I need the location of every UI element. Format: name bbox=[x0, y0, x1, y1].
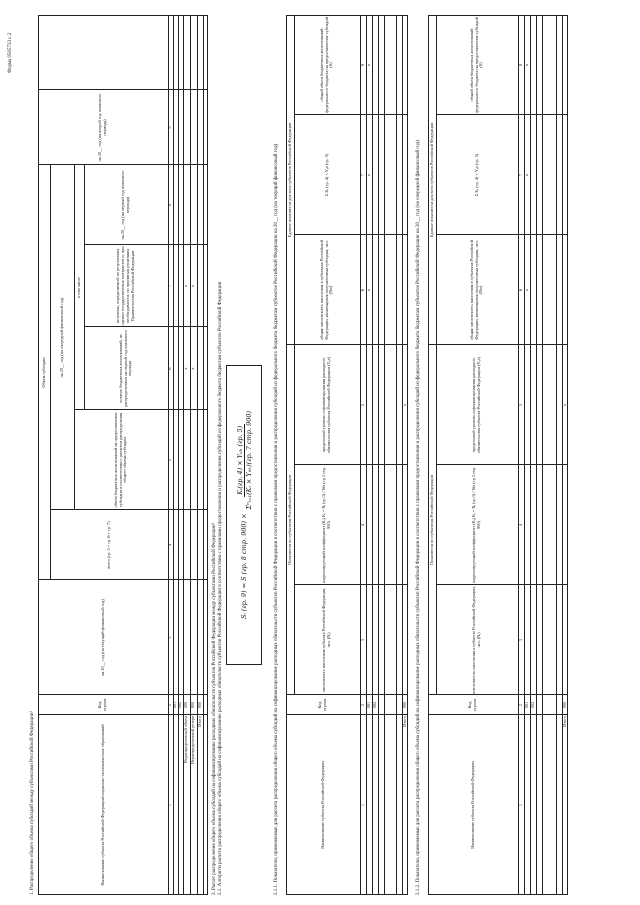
section2-subtitle: 2.1. Алгоритм расчета распределения общего объема субсидий на софинансирование расходных обязательств субъектов Российской Федерации в соответствии с правилами предоставления и распределения субсидий из федерального бюджета бюджетам субъектов Российской Федерации bbox=[218, 281, 223, 895]
s3-num-2: 2 bbox=[359, 703, 365, 707]
s3-x-mark: x bbox=[401, 403, 407, 407]
s3-total-label: Итого bbox=[401, 716, 407, 727]
s3-x-mark: x bbox=[365, 288, 371, 292]
s4-num-8: 8 bbox=[517, 63, 523, 67]
s1-col-all: всего (гр. 5 + гр. 6 + гр. 7) bbox=[105, 521, 111, 569]
s1-col-incl: в том числе bbox=[75, 276, 81, 299]
s3-c4: корректирующий коэффициент (Kᵢ) Kᵢ = Nᵢ (гр.3) / Nₘ (гр.3 стр. 900) bbox=[321, 466, 331, 584]
s1-row-code: 001 bbox=[172, 701, 178, 709]
section1-title: 1. Распределение общего объема субсидий между субъектами Российской Федерации¹ bbox=[30, 711, 35, 895]
s4-c6: общая численность населения в субъектах Российской Федерации, являющихся получателями субсидии, чел. (Nₘ) bbox=[468, 240, 484, 340]
s1-num-2: 2 bbox=[167, 703, 173, 707]
s1-row-code: 002 bbox=[177, 701, 183, 709]
s1-col-c5: объем бюджетных ассигнований на предоставление субсидии в соответствии с расчетом распределения общего объема субсидии bbox=[112, 412, 128, 508]
s4-num-6: 6 bbox=[517, 288, 523, 292]
formula-lhs: Sᵢ (гр. 9) = S (гр. 8 стр. 900) × bbox=[240, 513, 248, 620]
s1-total-code: 800 bbox=[190, 701, 196, 709]
s1-col-code: Код строки bbox=[97, 698, 107, 712]
s4-c3: численность населения в субъекте Российской Федерации, чел. (Nᵢ) bbox=[471, 586, 481, 694]
s1-num-7: 7 bbox=[167, 284, 173, 288]
s4-num-2: 2 bbox=[517, 703, 523, 707]
s1-col-c6: остаток бюджетных ассигнований, не распределенных на первый год планового периода bbox=[117, 330, 133, 407]
s1-col-year-header: на 20__ год (на очередной финансовый год) bbox=[58, 297, 64, 378]
s1-num-6: 6 bbox=[167, 367, 173, 370]
s1-x-mark: x bbox=[183, 284, 189, 288]
s3-row-code: 002 bbox=[371, 701, 377, 709]
s1-num-3: 3 bbox=[167, 636, 173, 639]
s1-col-total-label: Объем субсидии bbox=[40, 357, 46, 388]
s1-col-name: Наименование субъекта Российской Федерации/социально-экономических образований bbox=[99, 724, 105, 886]
section2-title: 2. Расчет распределения общего объема субсидий на софинансирование расходных обязательств субъектов Российской Федерации между субъектами Российской Федерации¹ bbox=[212, 522, 217, 895]
s1-total-label: Нераспределенный объем bbox=[183, 716, 189, 764]
s3-total-code: 900 bbox=[401, 701, 407, 709]
s4-c7: Σ Kᵢ (гр. 4) × Yᵢᵢₕ (гр. 5) bbox=[473, 153, 479, 197]
s4-total-code: 900 bbox=[561, 701, 567, 709]
s3-x-mark: x bbox=[365, 173, 371, 177]
s4-c4: корректирующий коэффициент (Kᵢ) Kᵢ = Nᵢ (гр.3) / Nₘ (гр.3 стр. 900) bbox=[471, 466, 481, 584]
s4-group2-header: Единые показатели для всех субъектов Российской Федерации bbox=[428, 122, 434, 238]
s1-total-code: 200 bbox=[183, 701, 189, 709]
s1-num-9: 9 bbox=[167, 126, 173, 129]
s3-num-4: 4 bbox=[359, 523, 365, 527]
s4-row-code: 002 bbox=[529, 701, 535, 709]
s4-x-mark: x bbox=[561, 403, 567, 407]
s4-total-label: Итого bbox=[561, 716, 567, 727]
s1-col-c8: на 20__ год (на первый год планового периода) bbox=[120, 170, 130, 240]
s3-row-code: 001 bbox=[365, 701, 371, 709]
s4-x-mark: x bbox=[523, 288, 529, 292]
s4-col-name: Наименование субъекта Российской Федерации bbox=[469, 761, 475, 849]
s3-num-5: 5 bbox=[359, 403, 365, 407]
s3-x-mark: x bbox=[365, 63, 371, 67]
s3-num-1: 1 bbox=[359, 803, 365, 807]
s1-col-c9: на 20__ год (на второй год планового периода) bbox=[97, 93, 107, 162]
s1-num-5: 5 bbox=[167, 458, 173, 462]
s4-num-7: 7 bbox=[517, 173, 523, 177]
s4-num-5: 5 bbox=[517, 403, 523, 407]
s3-num-6: 6 bbox=[359, 288, 365, 292]
s1-total-code: 900 bbox=[196, 701, 202, 709]
s4-col-code: Код строки bbox=[467, 698, 477, 712]
s4-row-code: 001 bbox=[523, 701, 529, 709]
s3-num-7: 7 bbox=[359, 173, 365, 177]
s1-total-label: Нераспределенный резерв bbox=[190, 716, 196, 765]
s4-x-mark: x bbox=[523, 63, 529, 67]
formula-denominator: Σⁿᵢ₌₁(Kᵢ × Yᵢᵢₕ)(гр. 7 стр. 900) bbox=[244, 410, 253, 510]
s3-num-8: 8 bbox=[359, 63, 365, 67]
s3-group2-header: Единые показатели для всех субъектов Российской Федерации bbox=[286, 122, 292, 238]
s4-num-4: 4 bbox=[517, 523, 523, 527]
s1-col-c7: источник, определяемый по результатам оценки государственных контрактов и, при необходимости, по принятым решениям Правительства Российской Федерации bbox=[115, 246, 135, 326]
s1-x-mark: x bbox=[183, 367, 189, 370]
s1-num-8: 8 bbox=[167, 203, 173, 207]
s3-c6: общая численность населения в субъектах Российской Федерации, являющихся получателями субсидии, чел. (Nₘ) bbox=[318, 240, 334, 340]
s4-c5: предельный уровень софинансирования расходного обязательства субъекта Российской Федерации (Yᵢᵢₕ) bbox=[471, 356, 481, 454]
s1-col-extra bbox=[38, 15, 168, 90]
s3-c3: численность населения субъекта Российской Федерации, чел. (Nᵢ) bbox=[321, 587, 331, 693]
s1-num-1: 1 bbox=[167, 803, 173, 807]
s3-col-code: Код строки bbox=[317, 698, 327, 712]
s4-num-3: 3 bbox=[517, 638, 523, 642]
s4-group-header: Показатели по субъектам Российской Федерации bbox=[428, 475, 434, 565]
s4-c8: общий объем бюджетных ассигнований федерального бюджета на предоставление субсидий (S) bbox=[468, 17, 484, 113]
s3-c8: общий объем бюджетных ассигнований федерального бюджета на предоставление субсидий (S) bbox=[318, 17, 334, 113]
form-code: Форма 0505733 с.2 bbox=[8, 32, 13, 73]
section3-title: 2.1.1. Показатели, применяемые для расчета распределения общего объема субсидий на софинансирование расходных обязательств субъектов Российской Федерации в соответствии с правилами предоставления и распределения субсидий из федерального бюджета бюджетам субъектов Российской Федерации на 20__ год (на текущий финансовый год) bbox=[274, 143, 279, 895]
s4-x-mark: x bbox=[523, 173, 529, 177]
s3-col-name: Наименование субъекта Российской Федерации bbox=[319, 761, 325, 849]
s1-col-prev-year: на 20__ год (на текущий финансовый год) bbox=[99, 599, 105, 676]
s3-c7: Σ Kᵢ (гр. 4) × Yᵢᵢₕ (гр. 5) bbox=[323, 153, 329, 197]
s1-x-mark: x bbox=[190, 367, 196, 370]
s3-c5: предельный уровень софинансирования расходного обязательства субъекта Российской Федерации (Yᵢᵢₕ) bbox=[321, 356, 331, 454]
s3-num-3: 3 bbox=[359, 638, 365, 642]
s4-num-1: 1 bbox=[517, 803, 523, 807]
s1-x-mark: x bbox=[190, 284, 196, 288]
s1-num-4: 4 bbox=[167, 543, 173, 547]
s1-total-label: Итого bbox=[196, 716, 202, 727]
s3-group-header: Показатели по субъектам Российской Федерации bbox=[286, 475, 292, 565]
formula-numerator: Kᵢ(гр. 4) × Yᵢᵢₕ (гр. 5) bbox=[235, 425, 244, 495]
allocation-formula bbox=[226, 365, 262, 665]
section4-title: 2.1.2. Показатели, применяемые для расчета распределения общего объема субсидий на софинансирование расходных обязательств субъектов Российской Федерации в соответствии с правилами предоставления и распределения субсидий из федерального бюджета бюджетам субъектов Российской Федерации на 20__ год (на очередной финансовый год) bbox=[416, 140, 421, 895]
formula-fraction bbox=[236, 411, 253, 509]
